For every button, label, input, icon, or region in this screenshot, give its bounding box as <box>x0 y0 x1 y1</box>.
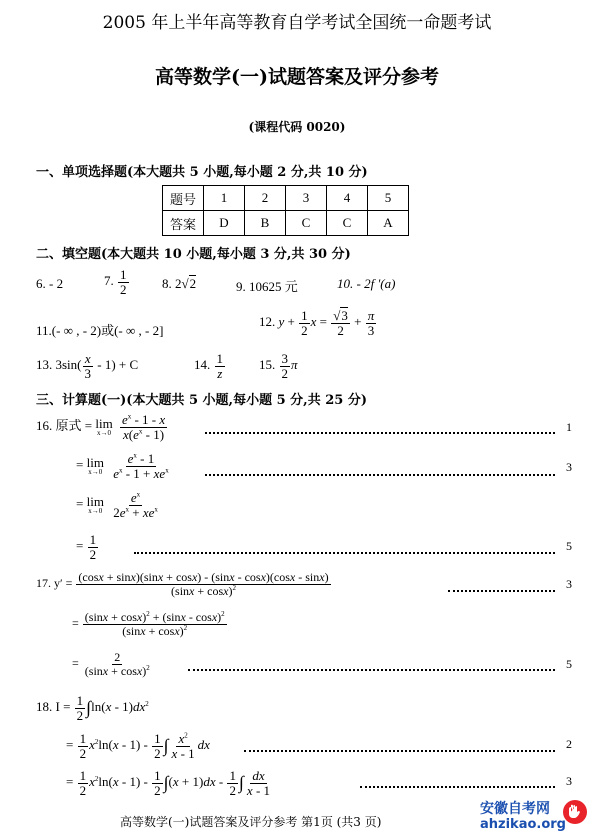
score-marker: 3 <box>566 774 572 788</box>
score-marker: 3 <box>566 460 572 474</box>
table-cell: 1 <box>204 186 245 211</box>
table-header-cell: 题号 <box>163 186 204 211</box>
table-cell: A <box>368 211 409 236</box>
answer-table <box>162 185 409 236</box>
answer-9: 9. 10625 元 <box>236 279 298 294</box>
dotted-leader <box>205 474 555 476</box>
q16-label: 16. 原式 = <box>36 418 93 434</box>
table-cell: C <box>327 211 368 236</box>
answer-13-label: 13. 3sin( <box>36 357 82 373</box>
q17-line-2: = $\frac{(\sin x + \cos x)^2 + (\sin x - \cos x)^2}{(\sin x + \cos x)^2}$ <box>72 610 225 638</box>
dotted-leader <box>244 750 555 752</box>
section-1-title: 一、单项选择题(本大题共 5 小题,每小题 2 分,共 10 分) <box>36 165 368 180</box>
document-title: 高等数学(一)试题答案及评分参考 <box>155 66 439 88</box>
table-cell: B <box>245 211 286 236</box>
page-footer: 高等数学(一)试题答案及评分参考 第1页 (共3 页) <box>120 815 382 829</box>
hand-icon <box>562 799 588 825</box>
q18-line-1: 18. I = $\frac{1}{2}$ $\int\ln(x - 1)dx^2$ <box>36 693 149 723</box>
answer-15-label: 15. <box>259 357 276 373</box>
logo-url: ahzikao.org <box>480 817 566 832</box>
q18-label: 18. I = <box>36 699 71 715</box>
answer-6: 6. - 2 <box>36 276 64 291</box>
answer-15: 15. $\frac{3}{2}$ π <box>259 351 298 381</box>
table-cell: 3 <box>286 186 327 211</box>
q17-line-3: = $\frac{2}{(\sin x + \cos x)^2}$ <box>72 650 150 678</box>
answer-12: 12. y + $\frac{1}{2}$ x = $\frac{√3}{2}$ + $\frac{\pi}{3}$ <box>259 308 375 338</box>
table-cell: 2 <box>245 186 286 211</box>
q17-label: 17. y′ = <box>36 575 73 590</box>
table-row <box>163 186 409 211</box>
table-header-cell: 答案 <box>163 211 204 236</box>
dotted-leader <box>188 669 555 671</box>
answer-8-label: 8. 2 <box>162 276 182 291</box>
score-marker: 5 <box>566 657 572 671</box>
answer-14: 14. $\frac{1}{z}$ <box>194 351 223 381</box>
dotted-leader <box>360 786 555 788</box>
score-marker: 2 <box>566 737 572 751</box>
answer-14-label: 14. <box>194 357 211 373</box>
q16-line-1: 16. 原式 = lim x→0 $\frac{e^x - 1 - x}{x(e^x - 1)}$ <box>36 412 166 442</box>
q16-line-4: = $\frac{1}{2}$ <box>76 532 97 562</box>
score-marker: 5 <box>566 539 572 553</box>
answer-10: 10. - 2f ′(a) <box>337 276 396 291</box>
answer-7-label: 7. <box>104 273 114 289</box>
score-marker: 1 <box>566 420 572 434</box>
table-cell: D <box>204 211 245 236</box>
course-code: (课程代码 0020) <box>248 120 346 134</box>
q16-line-3: = lim x→0 $\frac{e^x}{2e^x + xe^x}$ <box>76 490 158 520</box>
q18-line-3: = $\frac{1}{2}$ $x^2\ln(x - 1)$ - $\frac{1}{2}$ ∫(x + 1)dx - $\frac{1}{2}$ ∫ $\frac{dx}{x - 1}$ <box>66 768 271 798</box>
table-row <box>163 211 409 236</box>
dotted-leader <box>134 552 555 554</box>
logo-text: 安徽自考网 <box>480 801 550 817</box>
dotted-leader <box>205 432 555 434</box>
answer-12-label: 12. <box>259 314 276 330</box>
q18-line-2: = $\frac{1}{2}$ $x^2\ln(x - 1)$ - $\frac{1}{2}$ ∫ $\frac{x^2}{x - 1}$ dx <box>66 731 210 761</box>
answer-7: 7. $\frac{1}{2}$ <box>104 267 127 297</box>
dotted-leader <box>448 590 555 592</box>
table-cell: C <box>286 211 327 236</box>
answer-13: 13. 3sin( $\frac{x}{3}$ - 1) + C <box>36 351 139 381</box>
section-2-title: 二、填空题(本大题共 10 小题,每小题 3 分,共 30 分) <box>36 247 351 262</box>
section-3-title: 三、计算题(一)(本大题共 5 小题,每小题 5 分,共 25 分) <box>36 393 367 408</box>
q17-line-1: 17. y′ = $\frac{(\cos x + \sin x)(\sin x + \cos x) - (\sin x - \cos x)(\cos x - \sin x)}{(\sin x + \cos x)^2}$ <box>36 570 329 598</box>
q16-line-2: = lim x→0 $\frac{e^x - 1}{e^x - 1 + xe^x}$ <box>76 451 169 481</box>
answer-11: 11.(- ∞ , - 2)或(- ∞ , - 2] <box>36 323 164 338</box>
table-cell: 4 <box>327 186 368 211</box>
score-marker: 3 <box>566 577 572 591</box>
exam-title: 2005 年上半年高等教育自学考试全国统一命题考试 <box>102 13 492 33</box>
site-logo <box>478 797 590 837</box>
answer-8: 8. 2√2 <box>162 276 197 291</box>
table-cell: 5 <box>368 186 409 211</box>
